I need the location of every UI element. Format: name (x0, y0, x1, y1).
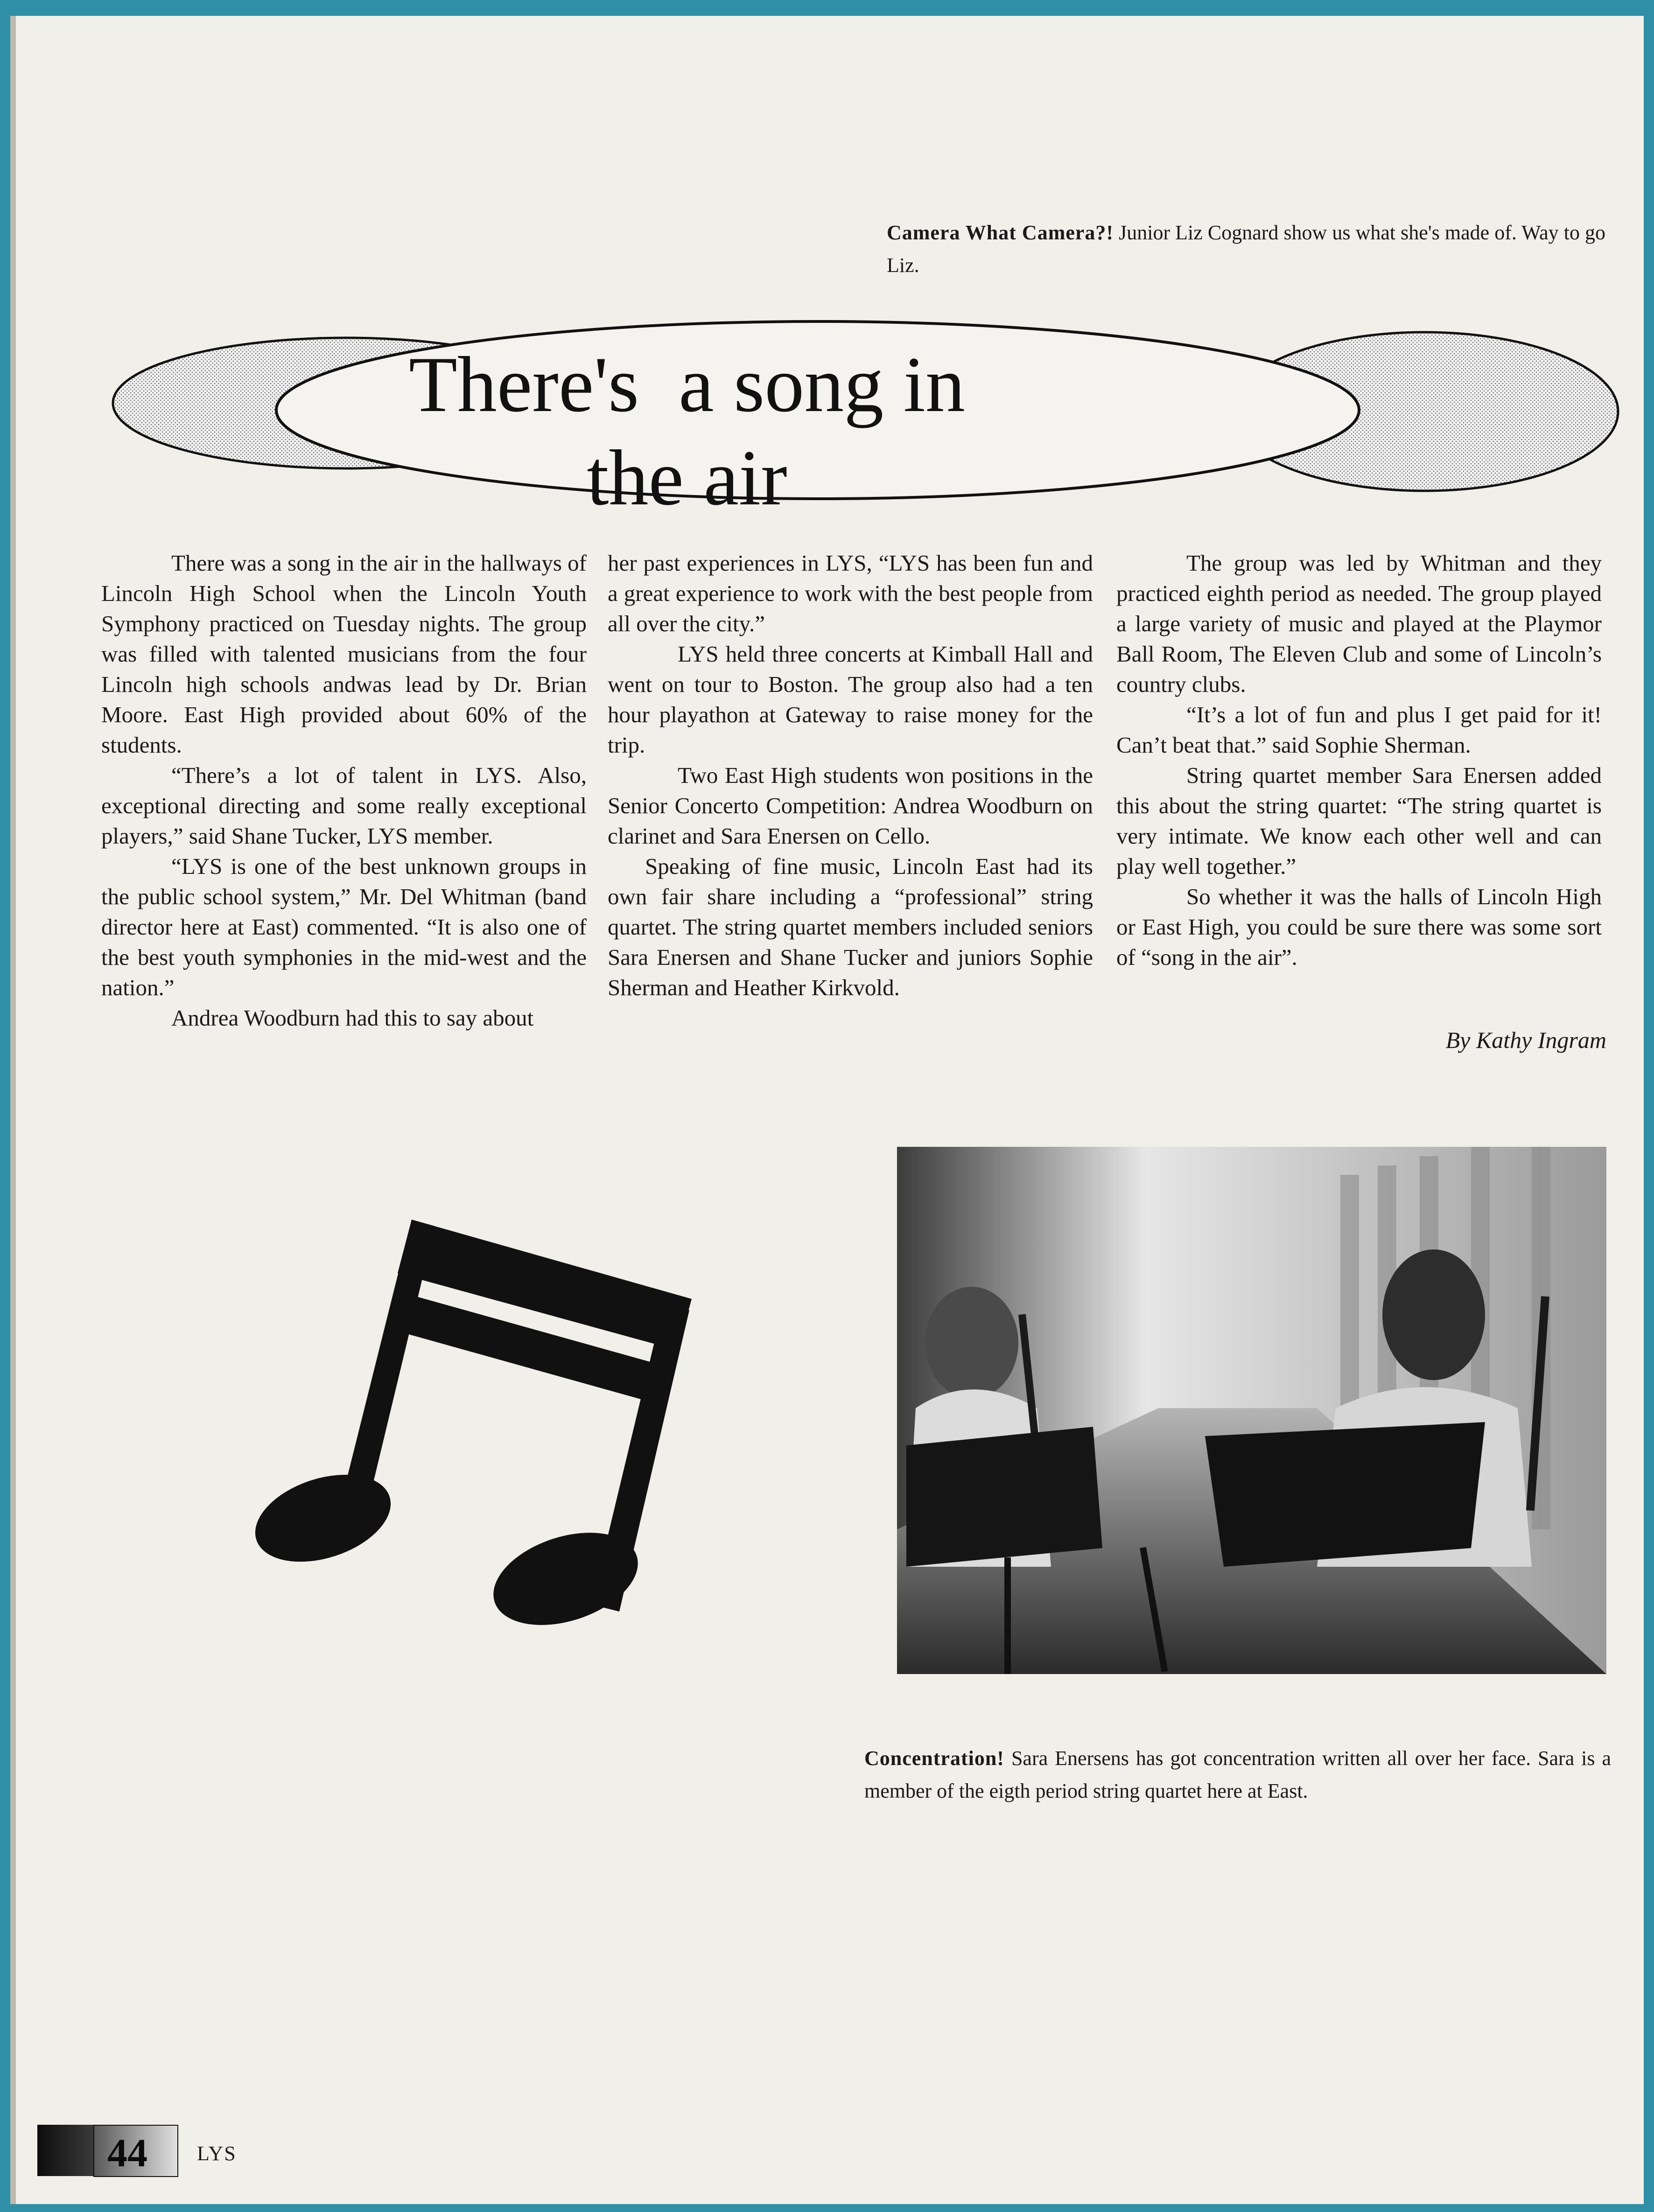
top-caption-lead: Camera What Camera?! (887, 221, 1114, 244)
col3-paragraph-4: So whether it was the halls of Lincoln High or East High, you could be sure there was some sort of “song in the air”. (1116, 884, 1602, 970)
article-column-1 (101, 548, 587, 1033)
yearbook-page (10, 16, 1644, 2204)
col2-paragraph-2: Two East High students won positions in the Senior Concerto Competition: Andrea Woodburn on clarinet and Sara Enersen on Cello. (608, 762, 1093, 849)
article-title (365, 338, 1009, 524)
col3-paragraph-3: String quartet member Sara Enersen added this about the string quartet: “The string quartet is very intimate. We know each other well and can play well together.” (1116, 762, 1602, 879)
section-label: LYS (197, 2142, 237, 2165)
article-column-3 (1116, 548, 1602, 972)
byline: By Kathy Ingram (1445, 1027, 1606, 1053)
article-column-2 (608, 548, 1093, 1003)
col2-continuation: her past experiences in LYS, “LYS has been fun and a great experience to work with the best people from all over the city.” (608, 550, 1093, 636)
title-line-1: There's a song in (409, 341, 965, 428)
col2-paragraph-1: LYS held three concerts at Kimball Hall and went on tour to Boston. The group also had a ten hour playathon at Gateway to raise money for the trip. (608, 641, 1093, 758)
bottom-caption-text: Sara Enersens has got concentration written all over her face. Sara is a member of the eigth period string quartet here at East. (864, 1747, 1612, 1802)
col2-paragraph-3: Speaking of fine music, Lincoln East had its own fair share including a “professional” string quartet. The string quartet members included seniors Sara Enersen and Shane Tucker and juniors Sophie Sherman and Heather Kirkvold. (608, 853, 1093, 1000)
page-edge (10, 16, 16, 2204)
col1-paragraph-1: There was a song in the air in the hallways of Lincoln High School when the Lincoln Youth Symphony practiced on Tuesday nights. The group was filled with talented musicians from the four Lincoln high schools andwas lead by Dr. Brian Moore. East High provided about 60% of the students. (101, 550, 587, 758)
col1-paragraph-3: “LYS is one of the best unknown groups in the public school system,” Mr. Del Whitman (band director here at East) commented. “It is also one of the best youth symphonies in the mid-west and the nation.” (101, 853, 587, 1000)
col3-paragraph-1: The group was led by Whitman and they practiced eighth period as needed. The group played a large variety of music and played at the Playmor Ball Room, The Eleven Club and some of Lincoln’s country clubs. (1116, 550, 1602, 697)
page-number: 44 (107, 2130, 147, 2175)
top-caption-text: Junior Liz Cognard show us what she's made of. Way to go Liz. (887, 221, 1606, 277)
col3-paragraph-2: “It’s a lot of fun and plus I get paid for it! Can’t beat that.” said Sophie Sherman. (1116, 702, 1602, 758)
music-note-icon (216, 1210, 720, 1630)
title-line-2: the air (587, 434, 787, 522)
bottom-photo-caption (864, 1742, 1611, 1807)
col1-paragraph-2: “There’s a lot of talent in LYS. Also, exceptional directing and some really exceptional players,” said Shane Tucker, LYS member. (101, 762, 587, 849)
page-number-box (37, 2125, 177, 2176)
col1-paragraph-4: Andrea Woodburn had this to say about (171, 1005, 534, 1031)
quartet-photo (897, 1147, 1606, 1674)
top-photo-caption (887, 216, 1605, 282)
bottom-caption-lead: Concentration! (864, 1747, 1004, 1770)
